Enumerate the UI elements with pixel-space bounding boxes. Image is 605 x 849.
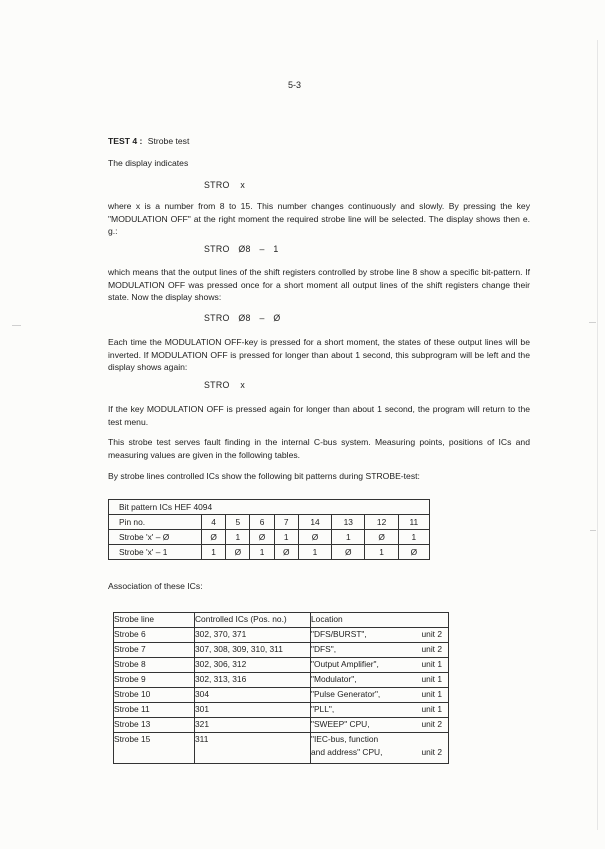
display-readout-3: STRO Ø8 – Ø xyxy=(204,313,281,323)
table-header-row xyxy=(114,613,449,628)
unit-text: unit 2 xyxy=(421,644,442,654)
test-name: Strobe test xyxy=(147,136,190,146)
ics-cell: 321 xyxy=(195,718,311,733)
table-row xyxy=(114,673,449,688)
table-row xyxy=(114,628,449,643)
unit-text: unit 2 xyxy=(421,719,442,729)
location-text: "Modulator", xyxy=(311,674,357,684)
display-readout-2: STRO Ø8 – 1 xyxy=(204,244,279,254)
unit-text: unit 2 xyxy=(421,747,442,757)
paragraph-6: By strobe lines controlled ICs show the following bit patterns during STROBE-test: xyxy=(108,471,420,481)
location-text: "IEC-bus, function xyxy=(311,734,379,744)
table-cell: 11 xyxy=(398,515,429,530)
table-row xyxy=(114,688,449,703)
row-label: Strobe 'x' – 1 xyxy=(109,545,202,560)
location-cell xyxy=(311,703,449,718)
location-cell xyxy=(311,688,449,703)
location-cell xyxy=(311,643,449,658)
scan-edge xyxy=(597,40,598,830)
strobe-line-cell: Strobe 10 xyxy=(114,688,195,703)
ics-cell: 304 xyxy=(195,688,311,703)
location-text: "DFS", xyxy=(311,644,337,654)
strobe-line-cell: Strobe 15 xyxy=(114,733,195,764)
table-cell: 7 xyxy=(274,515,298,530)
table-cell: 1 xyxy=(202,545,226,560)
unit-text: unit 1 xyxy=(421,674,442,684)
table-cell: 1 xyxy=(365,545,398,560)
table-cell: Ø xyxy=(202,530,226,545)
strobe-line-cell: Strobe 13 xyxy=(114,718,195,733)
table-row xyxy=(114,733,449,764)
table-row xyxy=(109,545,430,560)
paragraph-4: If the key MODULATION OFF is pressed again for longer than about 1 second, the program will return to the test menu. xyxy=(108,404,530,427)
table-cell: Ø xyxy=(226,545,250,560)
table-row xyxy=(109,515,430,530)
strobe-line-cell: Strobe 9 xyxy=(114,673,195,688)
table-cell: 12 xyxy=(365,515,398,530)
scan-mark xyxy=(12,325,21,326)
table-cell: 1 xyxy=(250,545,274,560)
strobe-line-cell: Strobe 8 xyxy=(114,658,195,673)
location-text-line-2: and address" CPU, xyxy=(311,747,383,757)
column-header: Location xyxy=(311,613,449,628)
location-text: "DFS/BURST", xyxy=(311,629,367,639)
unit-text: unit 2 xyxy=(421,629,442,639)
table-cell: 1 xyxy=(398,530,429,545)
unit-text: unit 1 xyxy=(421,659,442,669)
column-header: Strobe line xyxy=(114,613,195,628)
unit-text: unit 1 xyxy=(421,689,442,699)
ics-cell: 302, 306, 312 xyxy=(195,658,311,673)
page-number: 5-3 xyxy=(288,80,302,90)
strobe-line-cell: Strobe 11 xyxy=(114,703,195,718)
location-text: "Output Amplifier", xyxy=(311,659,379,669)
test-heading xyxy=(108,136,189,146)
table-cell: 1 xyxy=(298,545,331,560)
table-cell: 5 xyxy=(226,515,250,530)
location-cell xyxy=(311,628,449,643)
scan-mark xyxy=(589,322,596,323)
paragraph-2: which means that the output lines of the shift registers controlled by strobe line 8 show a specific bit-pattern. If MODULATION OFF was pressed once for a short moment all output lines of the shift registers change their state. Now the display shows: xyxy=(108,267,530,302)
ics-cell: 311 xyxy=(195,733,311,764)
table-row xyxy=(114,643,449,658)
row-label: Strobe 'x' – Ø xyxy=(109,530,202,545)
table-cell: 1 xyxy=(332,530,365,545)
table-cell: Ø xyxy=(332,545,365,560)
strobe-line-cell: Strobe 6 xyxy=(114,628,195,643)
row-label: Pin no. xyxy=(109,515,202,530)
association-caption: Association of these ICs: xyxy=(108,581,203,591)
display-readout-4: STRO x xyxy=(204,380,246,390)
table-cell: Ø xyxy=(298,530,331,545)
paragraph-1: where x is a number from 8 to 15. This number changes continuously and slowly. By pressing the key "MODULATION OFF" at the right moment the required strobe line will be selected. The display shows then e. g.: xyxy=(108,201,530,236)
table-cell: Ø xyxy=(250,530,274,545)
table-cell: Ø xyxy=(365,530,398,545)
location-cell xyxy=(311,733,449,764)
location-cell xyxy=(311,718,449,733)
unit-text: unit 1 xyxy=(421,704,442,714)
table-cell: 14 xyxy=(298,515,331,530)
bit-pattern-table xyxy=(108,499,430,560)
table-row xyxy=(109,530,430,545)
paragraph-3: Each time the MODULATION OFF-key is pressed for a short moment, the states of these output lines will be inverted. If MODULATION OFF is pressed for longer than about 1 second, this subprogram will be left and the display shows again: xyxy=(108,337,530,372)
table-cell: Ø xyxy=(398,545,429,560)
association-table xyxy=(113,612,449,764)
intro-text: The display indicates xyxy=(108,158,189,168)
test-title: TEST 4 : xyxy=(108,136,143,146)
table-cell: Ø xyxy=(274,545,298,560)
ics-cell: 302, 313, 316 xyxy=(195,673,311,688)
column-header: Controlled ICs (Pos. no.) xyxy=(195,613,311,628)
display-readout-1: STRO x xyxy=(204,180,246,190)
location-cell xyxy=(311,658,449,673)
bit-table-header: Bit pattern ICs HEF 4094 xyxy=(109,500,430,515)
table-header-row xyxy=(109,500,430,515)
table-row xyxy=(114,703,449,718)
table-cell: 4 xyxy=(202,515,226,530)
table-cell: 1 xyxy=(226,530,250,545)
location-cell xyxy=(311,673,449,688)
scan-mark xyxy=(590,530,596,531)
table-row xyxy=(114,718,449,733)
location-text: "PLL", xyxy=(311,704,335,714)
table-row xyxy=(114,658,449,673)
ics-cell: 307, 308, 309, 310, 311 xyxy=(195,643,311,658)
strobe-line-cell: Strobe 7 xyxy=(114,643,195,658)
table-cell: 1 xyxy=(274,530,298,545)
paragraph-5: This strobe test serves fault finding in the internal C-bus system. Measuring points, positions of ICs and measuring values are given in the following tables. xyxy=(108,437,530,460)
location-text: "Pulse Generator", xyxy=(311,689,381,699)
ics-cell: 302, 370, 371 xyxy=(195,628,311,643)
table-cell: 6 xyxy=(250,515,274,530)
ics-cell: 301 xyxy=(195,703,311,718)
location-text: "SWEEP" CPU, xyxy=(311,719,370,729)
table-cell: 13 xyxy=(332,515,365,530)
